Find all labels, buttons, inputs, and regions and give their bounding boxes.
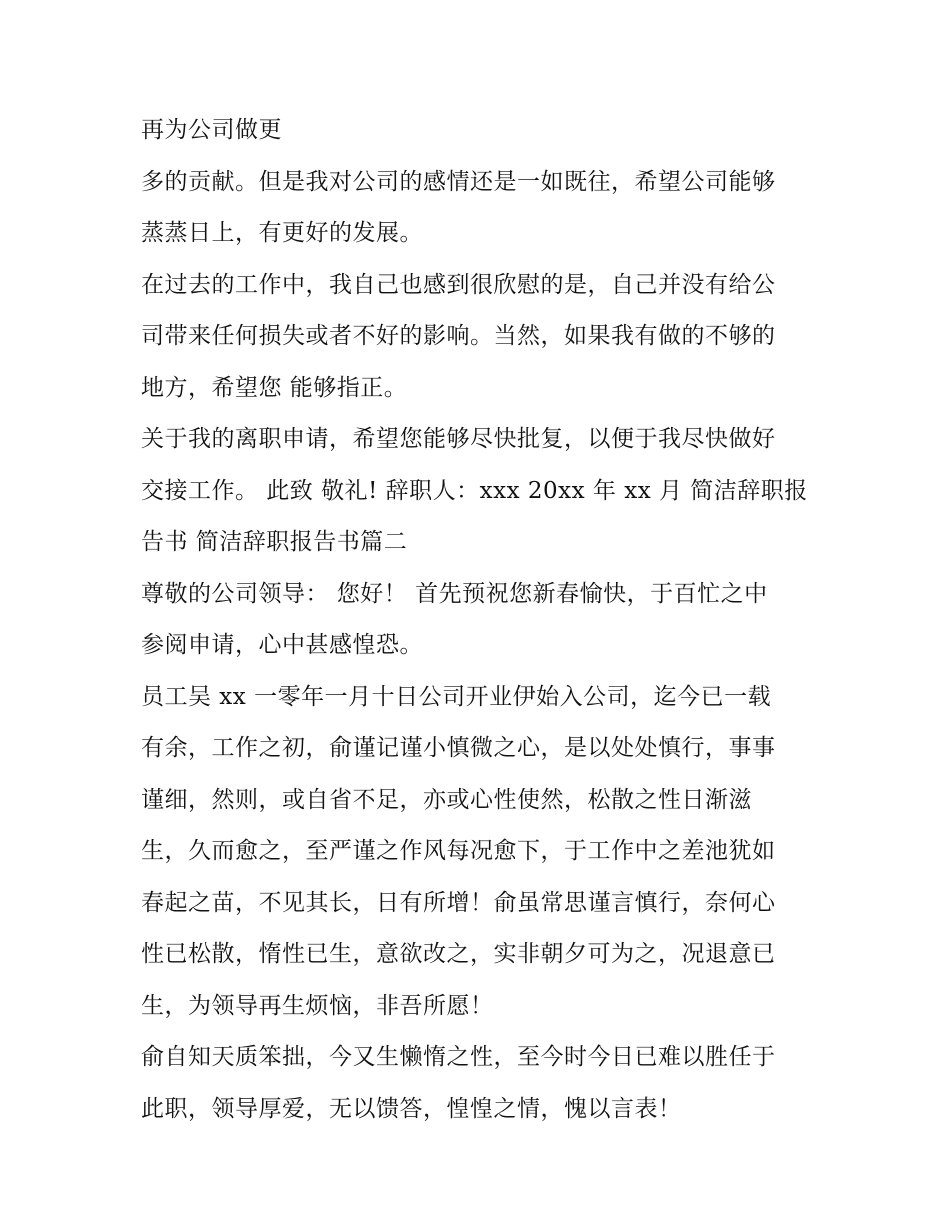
text-line: 蒸蒸日上，有更好的发展。	[141, 220, 423, 246]
text-line: 尊敬的公司领导： 您好！ 首先预祝您新春愉快，于百忙之中	[141, 580, 768, 607]
text-line: 有余，工作之初，俞谨记谨小慎微之心，是以处处慎行，事事	[141, 735, 776, 761]
text-line: 参阅申请，心中甚感惶恐。	[141, 632, 423, 658]
text-line: 在过去的工作中，我自己也感到很欣慰的是，自己并没有给公	[141, 271, 776, 298]
text-line: 多的贡献。但是我对公司的感情还是一如既往，希望公司能够	[141, 168, 776, 195]
text-line: 生，久而愈之，至严谨之作风每况愈下，于工作中之差池犹如	[141, 838, 776, 864]
text-line: 再为公司做更	[141, 117, 282, 143]
text-line: 谨细，然则，或自省不足，亦或心性使然，松散之性日渐滋	[141, 786, 752, 813]
text-line: 员工吴 xx 一零年一月十日公司开业伊始入公司，迄今已一载	[141, 683, 772, 710]
text-line: 地方，希望您 能够指正。	[141, 374, 408, 401]
text-line: 此职，领导厚爱，无以馈答，惶惶之情，愧以言表！	[141, 1095, 682, 1122]
document-body	[141, 110, 821, 1140]
text-line: 司带来任何损失或者不好的影响。当然，如果我有做的不够的	[141, 323, 776, 349]
text-line: 性已松散，惰性已生，意欲改之，实非朝夕可为之，况退意已	[141, 941, 776, 967]
text-line: 交接工作。 此致 敬礼! 辞职人：xxx 20xx 年 xx 月 简洁辞职报	[141, 477, 808, 504]
text-line: 关于我的离职申请，希望您能够尽快批复，以便于我尽快做好	[141, 426, 776, 452]
text-line: 生，为领导再生烦恼，非吾所愿！	[141, 992, 494, 1019]
text-line: 告书 简洁辞职报告书篇二	[141, 529, 408, 555]
text-line: 俞自知天质笨拙，今又生懒惰之性，至今时今日已难以胜任于	[141, 1044, 776, 1070]
text-line: 春起之苗，不见其长，日有所增！俞虽常思谨言慎行，奈何心	[141, 889, 776, 916]
